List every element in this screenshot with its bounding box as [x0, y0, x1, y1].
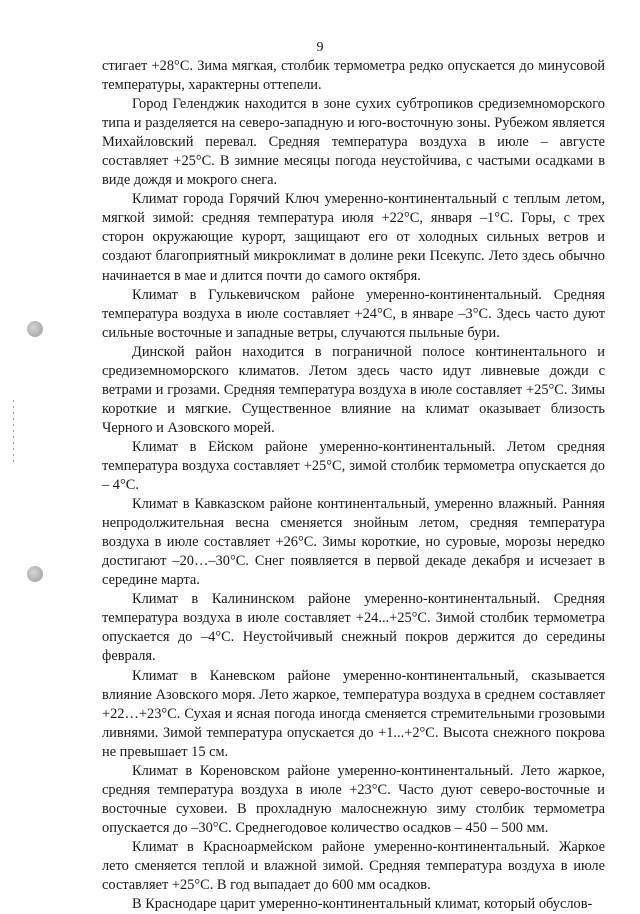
binder-hole-top — [27, 321, 43, 337]
paragraph-kalininsky: Климат в Калининском районе умеренно-континентальный. Средняя температура воздуха в июле составляет +24...+25°С. Зимой столбик термометра опускается до –4°С. Неустойчивый снежный покров держится до середины февраля. — [102, 591, 605, 665]
paragraph-yeysk: Климат в Ейском районе умеренно-континентальный. Летом средняя температура воздуха составляет +25°С, зимой столбик термометра опускается до – 4°С. — [102, 438, 605, 494]
paragraph-krasnoarmeysky: Климат в Красноармейском районе умеренно-континентальный. Жаркое лето сменяется теплой и влажной зимой. Средняя температура воздуха в июле составляет +25°С. В год выпадает до 600 мм осадков. — [102, 838, 605, 894]
paragraph-gulkevichi: Климат в Гулькевичском районе умеренно-континентальный. Средняя температура воздуха в июле составляет +24°С, в январе –3°С. Здесь часто дуют сильные восточные и западные ветры, случаются пыльные бури. — [102, 286, 605, 341]
paragraph-goryachiy-klyuch: Климат города Горячий Ключ умеренно-континентальный с теплым летом, мягкой зимой: средняя температура июля +22°С, января –1°С. Горы, с трех сторон окружающие курорт, защищают его от холодных сильных ветров и создают благоприятный микроклимат в долине реки Псекупс. Лето здесь обычно начинается в мае и длится почти до самого октября. — [102, 191, 605, 284]
paragraph-gelendzhik: Город Геленджик находится в зоне сухих субтропиков средиземноморского типа и разделяется на северо-западную и юго-восточную зоны. Рубежом является Михайловский перевал. Средняя температура воздуха в июле – августе составляет +25°С. В зимние месяцы погода неустойчива, с частыми осадками в виде дождя и мокрого снега. — [102, 96, 605, 189]
paragraph-continuation: стигает +28°С. Зима мягкая, столбик термометра редко опускается до минусовой температуры, характерны оттепели. — [102, 58, 605, 94]
paragraph-krasnodar: В Краснодаре царит умеренно-континентальный климат, который обуслов- — [132, 896, 593, 913]
page-number: 9 — [316, 40, 324, 55]
paragraph-kanevskoy: Климат в Каневском районе умеренно-континентальный, сказывается влияние Азовского моря. Лето жаркое, температура воздуха в среднем составляет +22…+23°С. Сухая и ясная погода иногда сменяется стремительными грозовыми ливнями. Зимой температура опускается до +1...+2°С. Высота снежного покрова не превышает 15 см. — [102, 667, 605, 760]
margin-scan-mark — [13, 400, 14, 462]
body-text — [102, 57, 605, 914]
paragraph-kavkazsky: Климат в Кавказском районе континентальный, умеренно влажный. Ранняя непродолжительная весна сменяется знойным летом, средняя температура воздуха в июле составляет +26°С. Зимы короткие, но суровые, морозы нередко достигают –20…–30°С. Снег появляется в первой декаде декабря и исчезает в середине марта. — [102, 496, 605, 589]
paragraph-korenovsky: Климат в Кореновском районе умеренно-континентальный. Лето жаркое, средняя температура воздуха в июле +23°С. Часто дуют северо-восточные и восточные суховеи. В прохладную малоснежную зиму столбик термометра опускается до –30°С. Среднегодовое количество осадков – 450 – 500 мм. — [102, 762, 605, 836]
binder-hole-bottom — [27, 566, 43, 582]
paragraph-dinskoy: Динской район находится в пограничной полосе континентального и средиземноморского климатов. Летом здесь часто идут ливневые дожди с ветрами и грозами. Средняя температура воздуха в июле составляет +25°С. Зимы короткие и мягкие. Существенное влияние на климат оказывает близость Черного и Азовского морей. — [102, 343, 605, 436]
